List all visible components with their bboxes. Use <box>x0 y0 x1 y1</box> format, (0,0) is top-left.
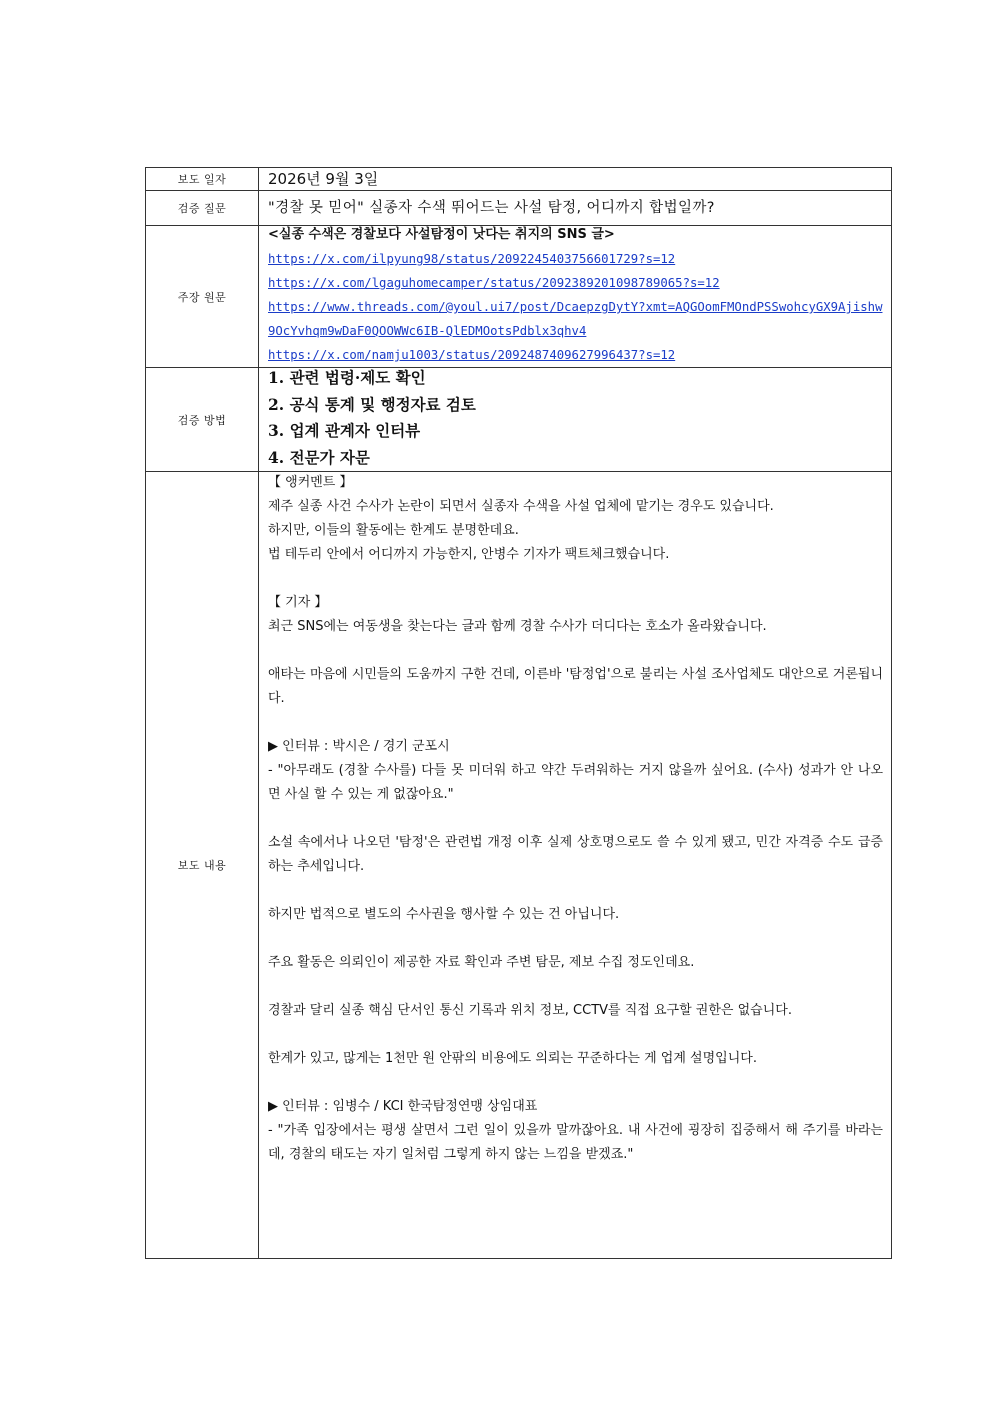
row-claim <box>146 226 892 368</box>
content-paragraph: 경찰과 달리 실종 핵심 단서인 통신 기록과 위치 정보, CCTV를 직접 요구할 권한은 없습니다. <box>268 1003 792 1018</box>
label-question: 검증 질문 <box>146 191 259 226</box>
content-paragraph: - "가족 입장에서는 평생 살면서 그런 일이 있을까 말까잖아요. 내 사건에 굉장히 집중해서 해 주기를 바라는데, 경찰의 태도는 자기 일처럼 그렇게 하지 않는 느낌을 받겠죠." <box>268 1123 883 1162</box>
source-link[interactable]: https://x.com/lgaguhomecamper/status/2092389201098789065?s=12 <box>268 276 720 290</box>
source-link[interactable]: https://www.threads.com/@youl.ui7/post/DcaepzgDytY?xmt=AQGOomFMOndPSSwohcyGX9Ajishw9OcYvhqm9wDaF0QOOWWc6IB-QlEDMOotsPdblx3qhv4 <box>268 300 883 338</box>
source-link[interactable]: https://x.com/namju1003/status/2092487409627996437?s=12 <box>268 348 676 362</box>
method-item: 3. 업계 관계자 인터뷰 <box>268 421 421 440</box>
paragraph-gap <box>268 879 883 903</box>
report-date: 2026년 9월 3일 <box>259 168 892 191</box>
content-paragraph: 하지만, 이들의 활동에는 한계도 분명한데요. <box>268 523 519 538</box>
paragraph-gap <box>268 1023 883 1047</box>
source-link[interactable]: https://x.com/ilpyung98/status/2092245403756601729?s=12 <box>268 252 676 266</box>
label-content: 보도 내용 <box>146 472 259 1259</box>
method-item: 1. 관련 법령·제도 확인 <box>268 368 426 387</box>
row-date <box>146 168 892 191</box>
content-paragraph: - "아무래도 (경찰 수사를) 다들 못 미더워 하고 약간 두려워하는 거지 않을까 싶어요. (수사) 성과가 안 나오면 사실 할 수 있는 게 없잖아요." <box>268 763 883 802</box>
method-list <box>259 368 892 472</box>
fact-check-form <box>145 167 892 1259</box>
paragraph-gap <box>268 975 883 999</box>
paragraph-gap <box>268 711 883 735</box>
row-method <box>146 368 892 472</box>
content-paragraph: 법 테두리 안에서 어디까지 가능한지, 안병수 기자가 팩트체크했습니다. <box>268 547 670 562</box>
content-paragraph: ▶ 인터뷰 : 박시은 / 경기 군포시 <box>268 739 450 754</box>
claim-sources <box>259 226 892 368</box>
content-paragraph: 【 기자 】 <box>268 595 328 610</box>
content-paragraph: 소설 속에서나 나오던 '탐정'은 관련법 개정 이후 실제 상호명으로도 쓸 수 있게 됐고, 민간 자격증 수도 급증하는 추세입니다. <box>268 835 883 874</box>
method-item: 2. 공식 통계 및 행정자료 검토 <box>268 394 476 414</box>
content-paragraph: 【 앵커멘트 】 <box>268 475 353 490</box>
content-paragraph: ▶ 인터뷰 : 임병수 / KCI 한국탐정연맹 상임대표 <box>268 1099 538 1114</box>
content-paragraph: 애타는 마음에 시민들의 도움까지 구한 건데, 이른바 '탐정업'으로 불리는 사설 조사업체도 대안으로 거론됩니다. <box>268 667 883 706</box>
report-content <box>259 472 892 1259</box>
content-paragraph: 최근 SNS에는 여동생을 찾는다는 글과 함께 경찰 수사가 더디다는 호소가 올라왔습니다. <box>268 619 767 634</box>
paragraph-gap <box>268 639 883 663</box>
label-date: 보도 일자 <box>146 168 259 191</box>
label-claim: 주장 원문 <box>146 226 259 368</box>
content-paragraph: 하지만 법적으로 별도의 수사권을 행사할 수 있는 건 아닙니다. <box>268 907 620 922</box>
method-item: 4. 전문가 자문 <box>268 447 370 467</box>
paragraph-gap <box>268 567 883 591</box>
row-question <box>146 191 892 226</box>
claim-title: <실종 수색은 경찰보다 사설탐정이 낫다는 취지의 SNS 글> <box>268 227 615 242</box>
content-paragraph: 한계가 있고, 많게는 1천만 원 안팎의 비용에도 의뢰는 꾸준하다는 게 업계 설명입니다. <box>268 1051 757 1066</box>
paragraph-gap <box>268 807 883 831</box>
content-paragraph: 제주 실종 사건 수사가 논란이 되면서 실종자 수색을 사설 업체에 맡기는 경우도 있습니다. <box>268 499 774 514</box>
verification-question: "경찰 못 믿어" 실종자 수색 뛰어드는 사설 탐정, 어디까지 합법일까? <box>259 191 892 226</box>
paragraph-gap <box>268 927 883 951</box>
content-paragraph: 주요 활동은 의뢰인이 제공한 자료 확인과 주변 탐문, 제보 수집 정도인데요. <box>268 955 695 970</box>
paragraph-gap <box>268 1071 883 1095</box>
label-method: 검증 방법 <box>146 368 259 472</box>
row-content <box>146 472 892 1259</box>
